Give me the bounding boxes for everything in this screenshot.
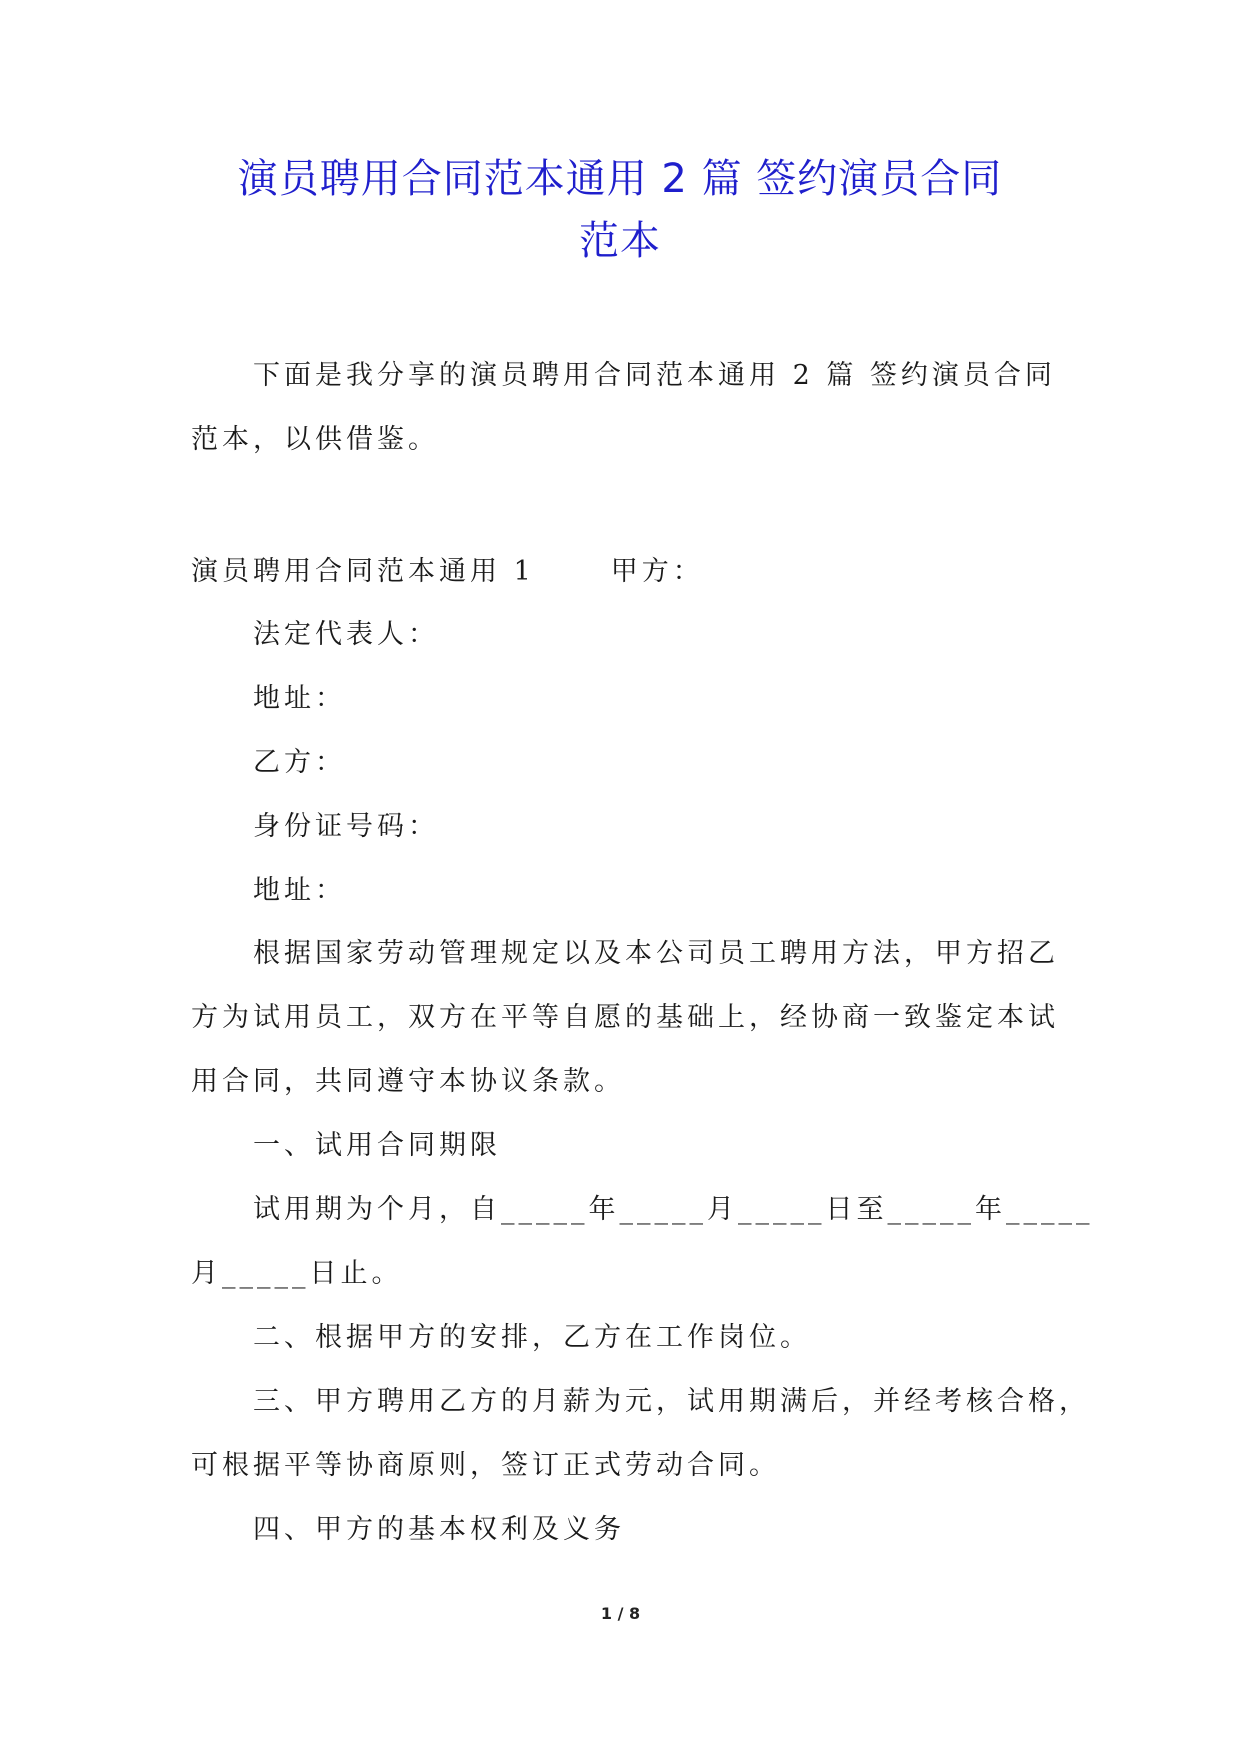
section-heading: 演员聘用合同范本通用 1 bbox=[191, 556, 535, 587]
party-a-label: 甲方： bbox=[610, 556, 704, 587]
clause-1-title: 一、试用合同期限 bbox=[253, 1130, 501, 1161]
party-a-address-field: 地址： bbox=[253, 683, 346, 714]
id-number-field: 身份证号码： bbox=[253, 811, 439, 842]
legal-representative-field: 法定代表人： bbox=[253, 619, 439, 650]
intro-line-1: 下面是我分享的演员聘用合同范本通用 2 篇 签约演员合同 bbox=[253, 360, 1056, 391]
basis-paragraph-line-2: 方为试用员工，双方在平等自愿的基础上，经协商一致鉴定本试 bbox=[191, 1002, 1059, 1033]
party-b-field: 乙方： bbox=[253, 747, 346, 778]
clause-3-line-1: 三、甲方聘用乙方的月薪为元，试用期满后，并经考核合格， bbox=[253, 1386, 1090, 1417]
basis-paragraph-line-1: 根据国家劳动管理规定以及本公司员工聘用方法，甲方招乙 bbox=[253, 938, 1059, 969]
page-number: 1 / 8 bbox=[600, 1604, 641, 1623]
clause-4-title: 四、甲方的基本权利及义务 bbox=[253, 1514, 625, 1545]
clause-1-line-2: 月_____日止。 bbox=[191, 1258, 403, 1289]
document-title-line-2: 范本 bbox=[579, 218, 661, 264]
clause-3-line-2: 可根据平等协商原则，签订正式劳动合同。 bbox=[191, 1450, 780, 1481]
clause-1-line-1: 试用期为个月，自_____年_____月_____日至_____年_____ bbox=[253, 1194, 1094, 1225]
clause-2: 二、根据甲方的安排，乙方在工作岗位。 bbox=[253, 1322, 811, 1353]
intro-line-2: 范本，以供借鉴。 bbox=[191, 424, 439, 455]
document-title-line-1: 演员聘用合同范本通用 2 篇 签约演员合同 bbox=[237, 156, 1003, 202]
basis-paragraph-line-3: 用合同，共同遵守本协议条款。 bbox=[191, 1066, 625, 1097]
party-b-address-field: 地址： bbox=[253, 875, 346, 906]
section-heading-row bbox=[191, 540, 1051, 604]
